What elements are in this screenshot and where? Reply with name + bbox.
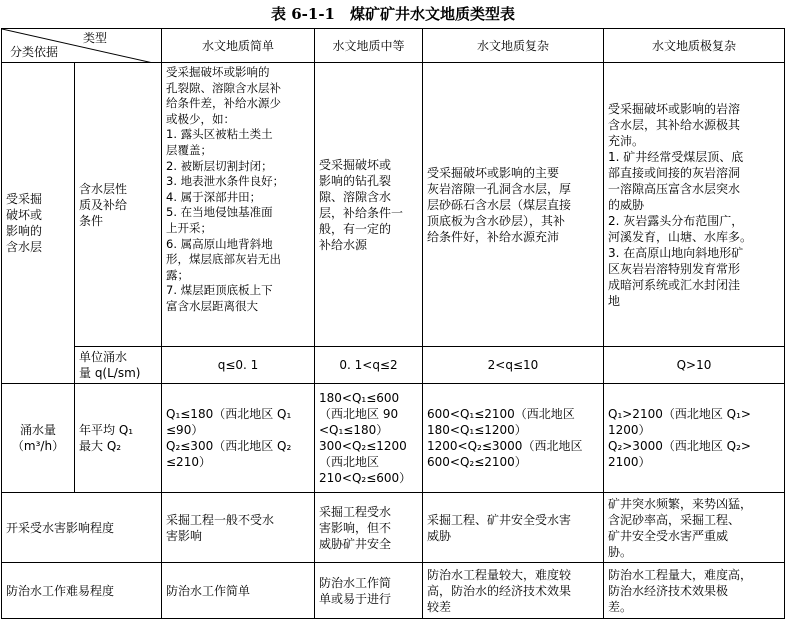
corner-basis-label: 分类依据 bbox=[10, 45, 59, 59]
cell-hazard-complex: 采掘工程、矿井安全受水害 威胁 bbox=[423, 493, 604, 563]
col-header-simple: 水文地质简单 bbox=[162, 29, 315, 63]
cell-aquifer-complex: 受采掘破坏或影响的主要 灰岩溶隙一孔洞含水层，厚 层砂砾石含水层（煤层直接 顶底板为含水砂层），其补 给条件好，补给水源充沛 bbox=[423, 63, 604, 347]
cell-unit-inflow-medium: 0. 1<q≤2 bbox=[315, 347, 423, 384]
cell-aquifer-very-complex: 受采掘破坏或影响的岩溶 含水层，其补给水源极其 充沛。 1. 矿井经常受煤层顶、底 部直接或间接的灰岩溶洞 一溶隙高压富含水层突水 的威胁 2. 灰岩露头分布范围广， 河溪发育，山塘、水库多。 3. 在高原山地向斜地形矿 区灰岩岩溶特别发育常形 成暗河系统或汇水封闭洼 地 bbox=[604, 63, 785, 347]
row-label-hazard: 开采受水害影响程度 bbox=[2, 493, 162, 563]
row-label-inflow: 年平均 Q₁ 最大 Q₂ bbox=[75, 384, 162, 493]
cell-difficulty-complex: 防治水工程量较大，难度较 高，防治水的经济技术效果 较差 bbox=[423, 563, 604, 619]
cell-inflow-medium: 180<Q₁≤600 （西北地区 90 <Q₁≤180） 300<Q₂≤1200 （西北地区 210<Q₂≤600） bbox=[315, 384, 423, 493]
col-header-medium: 水文地质中等 bbox=[315, 29, 423, 63]
col-header-complex: 水文地质复杂 bbox=[423, 29, 604, 63]
row-group-aquifer: 受采掘 破坏或 影响的 含水层 bbox=[2, 63, 75, 384]
header-corner bbox=[2, 29, 162, 63]
cell-difficulty-simple: 防治水工作简单 bbox=[162, 563, 315, 619]
cell-unit-inflow-simple: q≤0. 1 bbox=[162, 347, 315, 384]
cell-unit-inflow-very-complex: Q>10 bbox=[604, 347, 785, 384]
cell-aquifer-medium: 受采掘破坏或 影响的钻孔裂 隙、溶隙含水 层，补给条件一 般，有一定的 补给水源 bbox=[315, 63, 423, 347]
row-label-aquifer: 含水层性 质及补给 条件 bbox=[75, 63, 162, 347]
row-label-difficulty: 防治水工作难易程度 bbox=[2, 563, 162, 619]
row-group-inflow: 涌水量 （m³/h） bbox=[2, 384, 75, 493]
cell-aquifer-simple: 受采掘破坏或影响的 孔裂隙、溶隙含水层补 给条件差，补给水源少 或极少，如： 1. 露头区被粘土类土 层覆盖； 2. 被断层切割封闭； 3. 地表泄水条件良好； 4. 属于深部井田； 5. 在当地侵蚀基准面 上开采； 6. 属高原山地背斜地 形，煤层底部灰岩无出 露； 7. 煤层距顶底板上下 富含水层距离很大 bbox=[162, 63, 315, 347]
cell-inflow-complex: 600<Q₁≤2100（西北地区 180<Q₁≤1200） 1200<Q₂≤3000（西北地区 600<Q₂≤2100） bbox=[423, 384, 604, 493]
cell-difficulty-very-complex: 防治水工程量大，难度高， 防治水经济技术效果极 差。 bbox=[604, 563, 785, 619]
cell-inflow-very-complex: Q₁>2100（西北地区 Q₁> 1200） Q₂>3000（西北地区 Q₂> 2100） bbox=[604, 384, 785, 493]
table-title: 表 6-1-1 煤矿矿井水文地质类型表 bbox=[271, 5, 515, 23]
cell-unit-inflow-complex: 2<q≤10 bbox=[423, 347, 604, 384]
col-header-very-complex: 水文地质极复杂 bbox=[604, 29, 785, 63]
corner-type-label: 类型 bbox=[82, 31, 107, 45]
cell-hazard-medium: 采掘工程受水 害影响，但不 威胁矿井安全 bbox=[315, 493, 423, 563]
cell-hazard-very-complex: 矿井突水频繁，来势凶猛， 含泥砂率高，采掘工程、 矿井安全受水害严重威 胁。 bbox=[604, 493, 785, 563]
row-label-unit-inflow: 单位涌水 量 q(L/sm) bbox=[75, 347, 162, 384]
hydrogeology-type-table bbox=[1, 28, 785, 619]
cell-inflow-simple: Q₁≤180（西北地区 Q₁ ≤90） Q₂≤300（西北地区 Q₂ ≤210） bbox=[162, 384, 315, 493]
cell-hazard-simple: 采掘工程一般不受水 害影响 bbox=[162, 493, 315, 563]
cell-difficulty-medium: 防治水工作简 单或易于进行 bbox=[315, 563, 423, 619]
